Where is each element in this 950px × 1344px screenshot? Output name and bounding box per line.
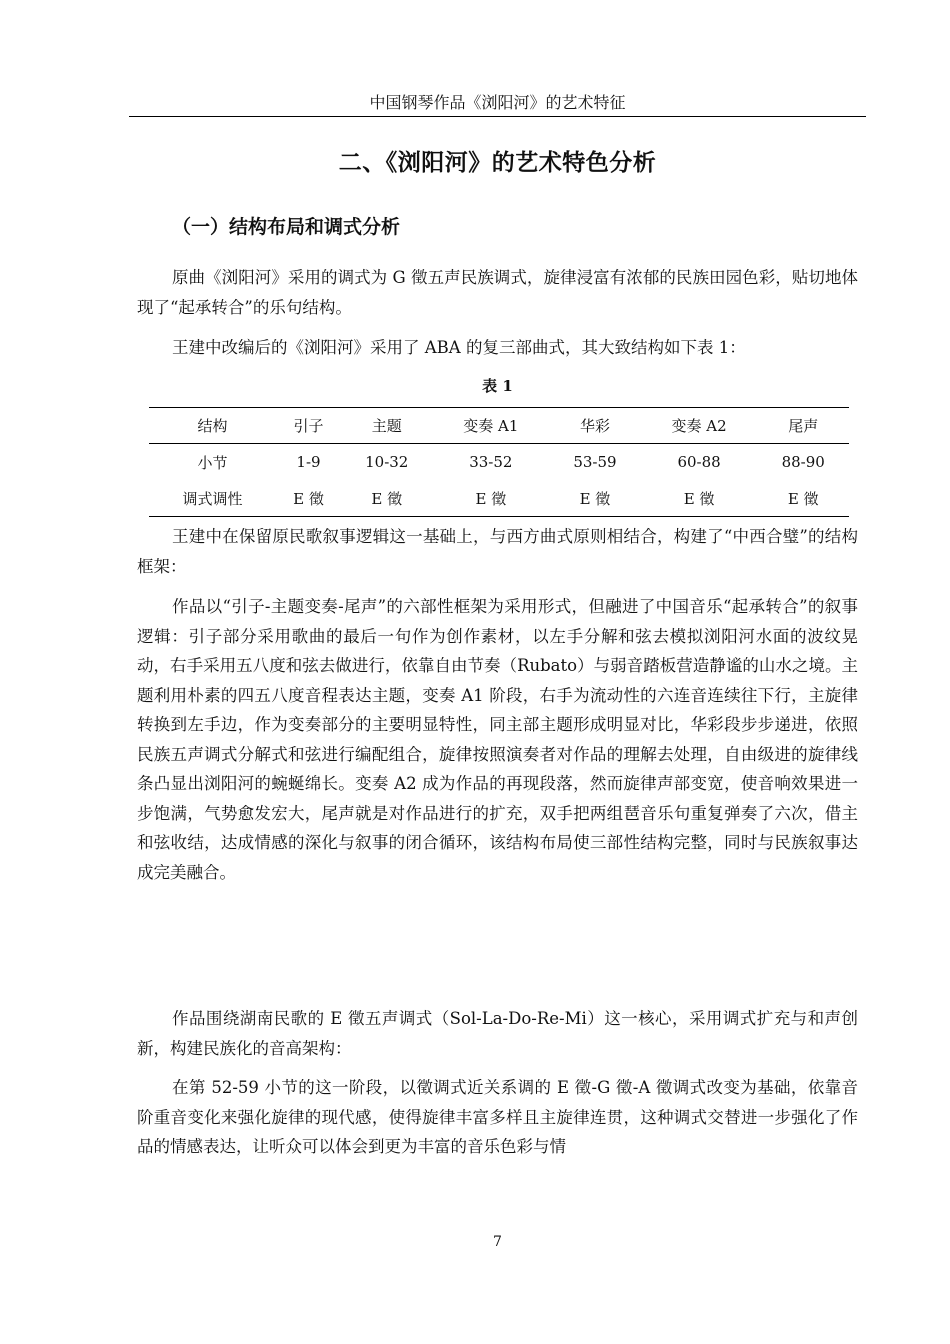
- paragraph-2: 王建中改编后的《浏阳河》采用了 ABA 的复三部曲式，其大致结构如下表 1：: [172, 338, 746, 357]
- paragraph-4: 作品以“引子-主题变奏-尾声”的六部性框架为采用形式，但融进了中国音乐“起承转合”的叙事逻辑：引子部分采用歌曲的最后一句作为创作素材，以左手分解和弦去模拟浏阳河水面的波纹晃动，右手采用五八度和弦去做进行，依靠自由节奏（Rubato）与弱音踏板营造静谧的山水之境。主题利用朴素的四五八度音程表达主题，变奏 A1 阶段，右手为流动性的六连音连续往下行，主旋律转换到左手边，作为变奏部分的主要明显特性，同主部主题形成明显对比，华彩段步步递进，依照民族五声调式分解式和弦进行编配组合，旋律按照演奏者对作品的理解去处理，自由级进的旋律线条凸显出浏阳河的蜿蜒绵长。变奏 A2 成为作品的再现段落，然而旋律声部变宽，使音响效果进一步饱满，气势愈发宏大，尾声就是对作品进行的扩充，双手把两组琶音乐句重复弹奏了六次，借主和弦收结，达成情感的深化与叙事的闭合循环，该结构布局使三部性结构完整，同时与民族叙事达成完美融合。: [137, 597, 858, 882]
- paragraph-3: 王建中在保留原民歌叙事逻辑这一基础上，与西方曲式原则相结合，构建了“中西合璧”的结构框架：: [137, 527, 858, 576]
- table-cell: 33-52: [469, 453, 513, 471]
- table-cell: E 徵: [641, 480, 758, 517]
- table-header-cell: 尾声: [757, 408, 849, 444]
- section-title: 二、《浏阳河》的艺术特色分析: [338, 150, 657, 176]
- table-cell: 53-59: [573, 453, 617, 471]
- table-header-cell: 结构: [149, 408, 276, 444]
- table-header-cell: 变奏 A1: [433, 408, 550, 444]
- table-cell: E 徵: [757, 480, 849, 517]
- table-cell: 60-88: [677, 453, 721, 471]
- table-cell: E 徵: [433, 480, 550, 517]
- paragraph-1: 原曲《浏阳河》采用的调式为 G 徵五声民族调式，旋律浸富有浓郁的民族田园色彩，贴切地体现了“起承转合”的乐句结构。: [137, 268, 858, 317]
- running-header: 中国钢琴作品《浏阳河》的艺术特征: [369, 93, 626, 112]
- table-caption: 表 1: [482, 377, 513, 395]
- paragraph-5: 作品围绕湖南民歌的 E 徵五声调式（Sol-La-Do-Re-Mi）这一核心，采用调式扩充与和声创新，构建民族化的音高架构：: [137, 1009, 858, 1058]
- table-cell: E 徵: [341, 480, 433, 517]
- header-rule: [129, 116, 866, 117]
- page-number: 7: [493, 1234, 502, 1250]
- table-row: [149, 480, 849, 517]
- table-cell: 10-32: [365, 453, 409, 471]
- table-cell: E 徵: [549, 480, 641, 517]
- table-header-cell: 华彩: [549, 408, 641, 444]
- table-header-cell: 变奏 A2: [641, 408, 758, 444]
- table-cell: E 徵: [276, 480, 341, 517]
- structure-table: [149, 407, 849, 517]
- table-cell: 1-9: [296, 453, 321, 471]
- table-row: [149, 444, 849, 481]
- subsection-title: （一）结构布局和调式分析: [172, 216, 401, 238]
- table-header-cell: 主题: [341, 408, 433, 444]
- table-cell: 调式调性: [149, 480, 276, 517]
- table-cell: 88-90: [781, 453, 825, 471]
- table-cell: 小节: [197, 453, 228, 472]
- table-header-row: [149, 408, 849, 444]
- table-header-cell: 引子: [276, 408, 341, 444]
- paragraph-6: 在第 52-59 小节的这一阶段，以徵调式近关系调的 E 徵-G 徵-A 徵调式改变为基础，依靠音阶重音变化来强化旋律的现代感，使得旋律丰富多样且主旋律连贯，这种调式交替进一步强化了作品的情感表达，让听众可以体会到更为丰富的音乐色彩与情: [137, 1078, 858, 1156]
